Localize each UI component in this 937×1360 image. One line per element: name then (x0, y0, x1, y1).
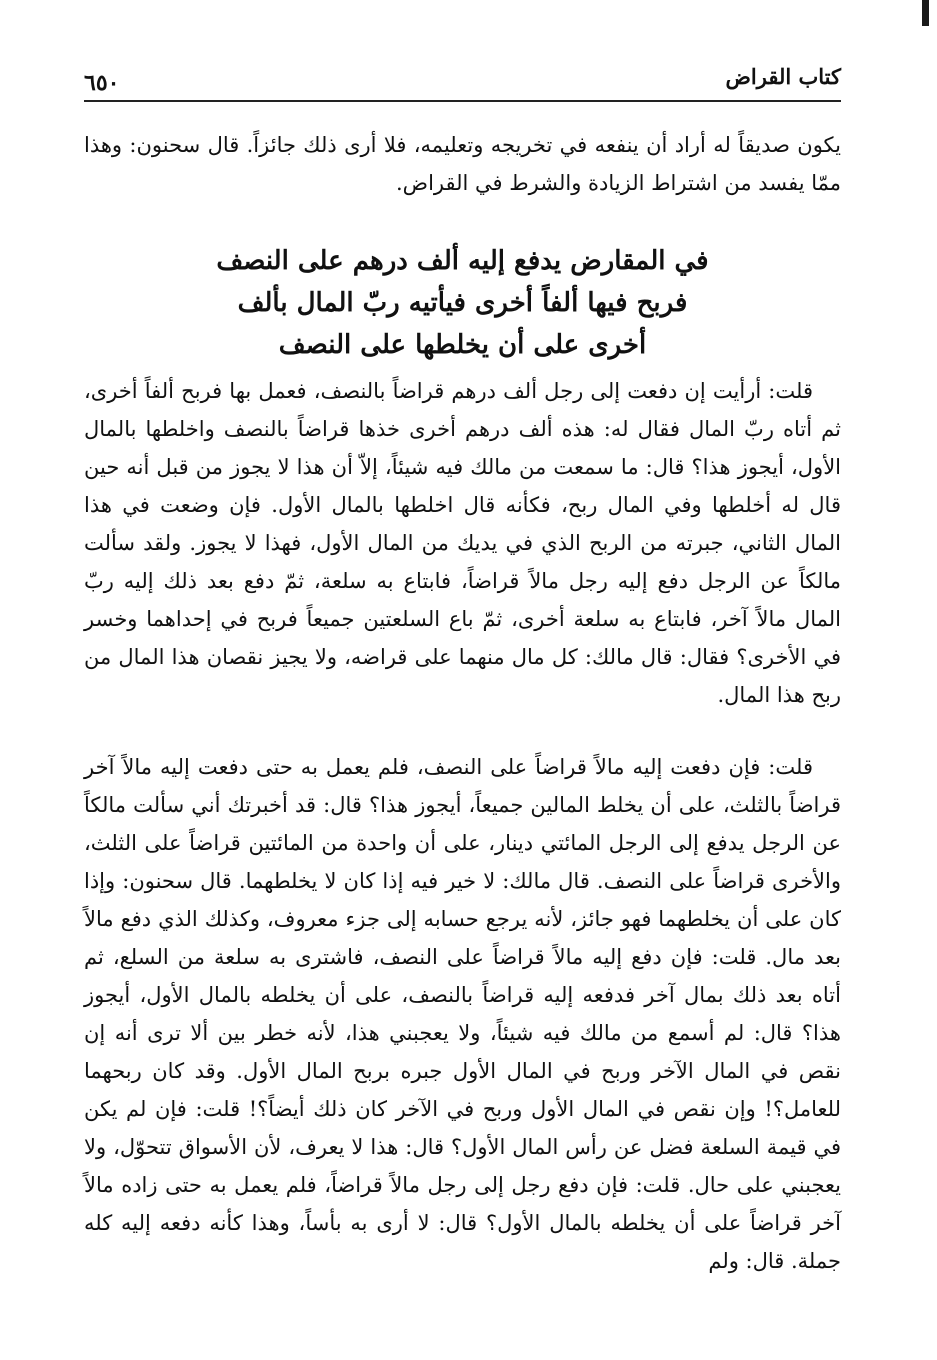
chapter-heading-line-2: فربح فيها ألفاً أخرى فيأتيه ربّ المال بألف (237, 288, 688, 318)
intro-paragraph: يكون صديقاً له أراد أن ينفعه في تخريجه وتعليمه، فلا أرى ذلك جائزاً. قال سحنون: وهذا ممّا يفسد من اشتراط الزيادة والشرط في القراض. (84, 133, 841, 195)
body-paragraph-1: قلت: أرأيت إن دفعت إلى رجل ألف درهم قراضاً بالنصف، فعمل بها فربح ألفاً أخرى، ثم أتاه ربّ المال فقال له: هذه ألف درهم أخرى خذها قراضاً بالنصف واخلطها بالمال الأول، أيجوز هذا؟ قال: ما سمعت من مالك فيه شيئاً، إلاّ أن هذا لا يجوز من قبل أنه حين قال له أخلطها وفي المال ربح، فكأنه قال اخلطها بالمال الأول. فإن وضعت في هذا المال الثاني، جبرته من الربح الذي في يديك من المال الأول، فهذا لا يجوز. ولقد سألت مالكاً عن الرجل دفع إليه رجل مالاً قراضاً، فابتاع به سلعة، ثمّ دفع بعد ذلك إليه ربّ المال مالاً آخر، فابتاع به سلعة أخرى، ثمّ باع السلعتين جميعاً فربح في إحداهما وخسر في الأخرى؟ فقال: قال مالك: كل مال منهما على قراضه، ولا يجيز نقصان هذا المال من ربح هذا المال. (84, 379, 841, 707)
chapter-heading (84, 240, 841, 366)
body-paragraph-block-2 (84, 748, 841, 1280)
body-paragraph-2: قلت: فإن دفعت إليه مالاً قراضاً على النصف، فلم يعمل به حتى دفعت إليه مالاً آخر قراضاً بالثلث، على أن يخلط المالين جميعاً، أيجوز هذا؟ قال: قد أخبرتك أني سألت مالكاً عن الرجل يدفع إلى الرجل المائتي دينار، على أن واحدة من المائتين قراضاً على الثلث، والأخرى قراضاً على النصف. قال مالك: لا خير فيه إذا كان لا يخلطهما. قال سحنون: وإذا كان على أن يخلطهما فهو جائز، لأنه يرجع حسابه إلى جزء معروف، وكذلك الذي دفع مالاً بعد مال. قلت: فإن دفع إليه مالاً قراضاً على النصف، فاشترى به سلعة من السلع، ثم أتاه بعد ذلك بمال آخر فدفعه إليه قراضاً بالنصف، على أن يخلطه بالمال الأول، أيجوز هذا؟ قال: لم أسمع من مالك فيه شيئاً، ولا يعجبني هذا، لأنه خطر بين ألا ترى أنه إن نقص في المال الآخر وربح في المال الأول جبره بربح المال الأول. وقد كان ربحهما للعامل؟! وإن نقص في المال الأول وربح في الآخر كان ذلك أيضاً؟! قلت: فإن لم يكن في قيمة السلعة فضل عن رأس المال الأول؟ قال: هذا لا يعرف، لأن الأسواق تتحوّل، ولا يعجبني على حال. قلت: فإن دفع رجل إلى رجل مالاً قراضاً، فلم يعمل به حتى زاده مالاً آخر قراضاً على أن يخلطه بالمال الأول؟ قال: لا أرى به بأساً، وهذا كأنه دفعه إليه كله جملة. قال: ولم (84, 755, 841, 1273)
intro-paragraph-block (84, 126, 841, 202)
chapter-heading-line-3: أخرى على أن يخلطها على النصف (278, 330, 647, 360)
chapter-heading-line-1: في المقارض يدفع إليه ألف درهم على النصف (216, 246, 709, 276)
scan-edge-mark (922, 0, 929, 26)
page-number: ٦٥٠ (84, 70, 120, 96)
body-paragraph-block-1 (84, 372, 841, 714)
book-title: كتاب القراض (725, 64, 841, 89)
running-header (84, 64, 841, 102)
